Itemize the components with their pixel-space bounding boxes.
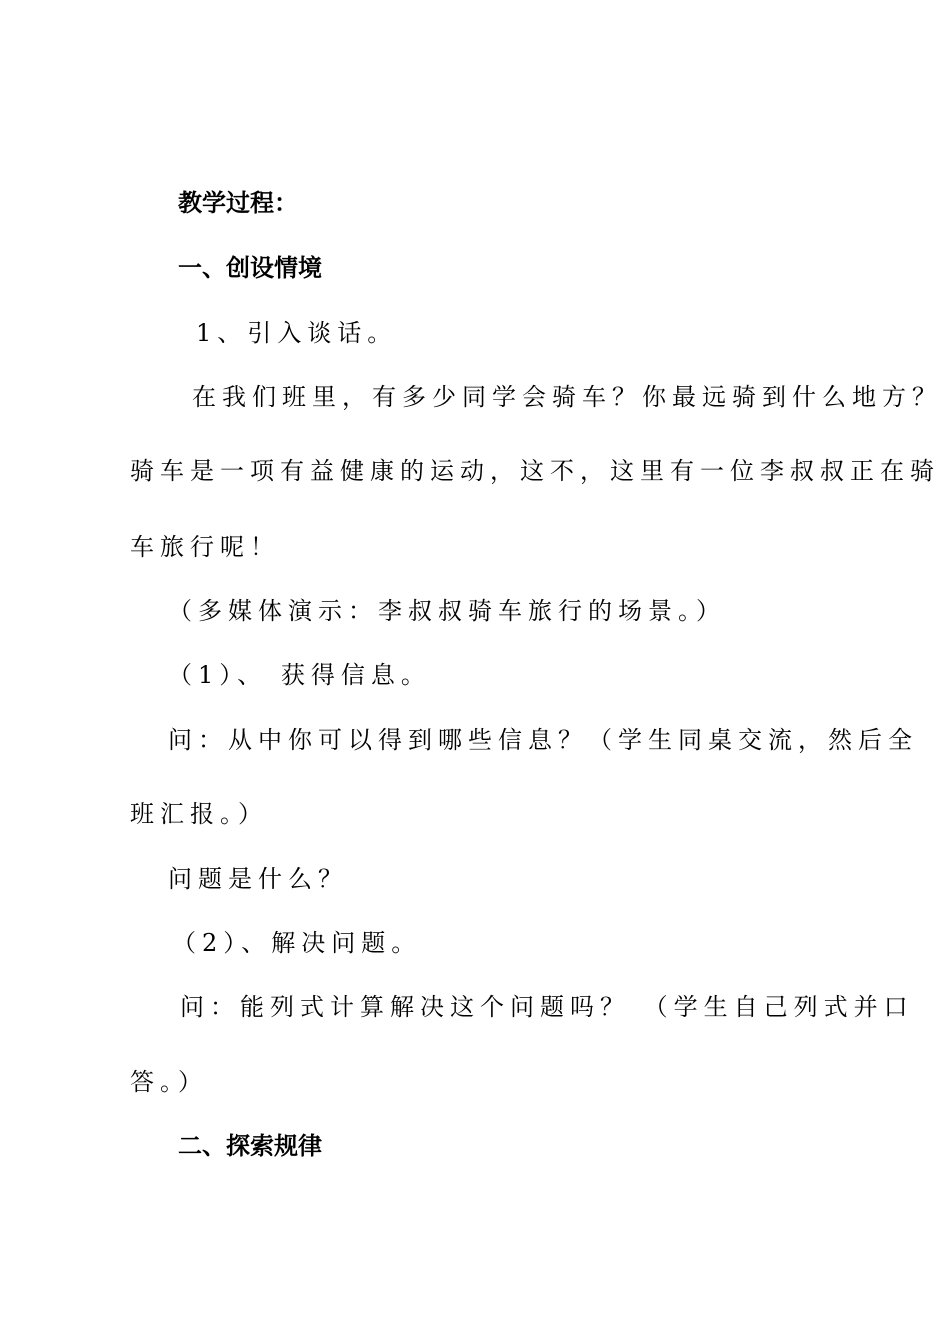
multimedia-note: （多媒体演示：李叔叔骑车旅行的场景。）	[168, 597, 726, 625]
question-what-problem: 问题是什么？	[168, 865, 348, 893]
heading-teaching-process: 教学过程：	[178, 189, 298, 217]
item-intro-talk: 1、引入谈话。	[196, 319, 398, 347]
step-solve-problem: （2）、解决问题。	[172, 929, 422, 957]
paragraph-line-2: 骑车是一项有益健康的运动，这不，这里有一位李叔叔正在骑	[130, 457, 940, 485]
section-title-create-situation: 一、创设情境	[178, 254, 322, 282]
question-1-line-2: 班汇报。）	[130, 800, 268, 828]
question-2-line-2: 答。）	[130, 1068, 208, 1096]
question-2-line-1: 问：能列式计算解决这个问题吗？ （学生自己列式并口	[180, 993, 914, 1021]
paragraph-line-3: 车旅行呢！	[130, 533, 280, 561]
paragraph-line-1: 在我们班里，有多少同学会骑车？你最远骑到什么地方？	[192, 383, 942, 411]
section-title-explore-rules: 二、探索规律	[178, 1132, 322, 1160]
step-get-information: （1）、 获得信息。	[168, 661, 431, 689]
question-1-line-1: 问：从中你可以得到哪些信息？（学生同桌交流，然后全	[168, 726, 918, 754]
